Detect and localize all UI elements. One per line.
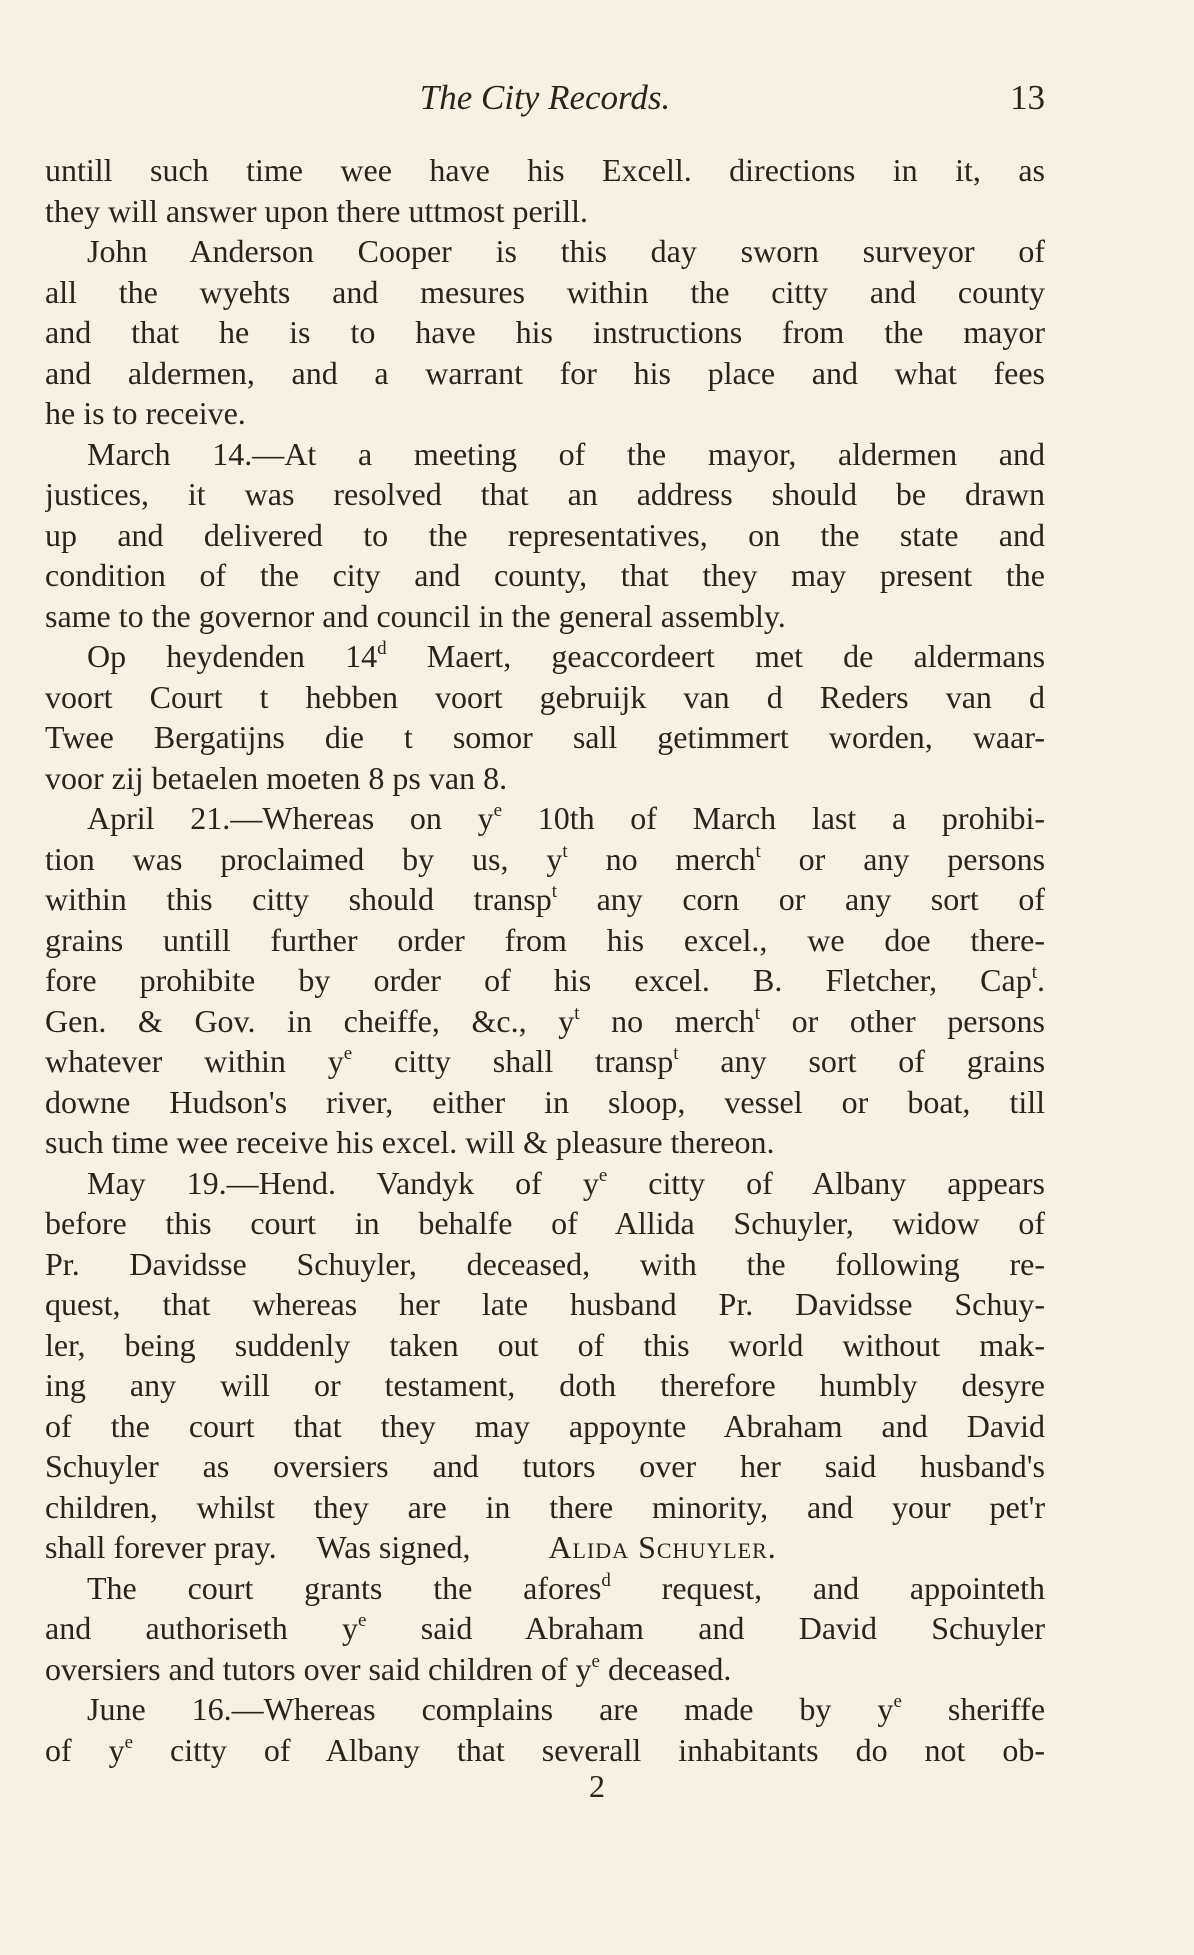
text-line: such time wee receive his excel. will & pleasure thereon. (45, 1124, 775, 1160)
text-line: of the court that they may appoynte Abraham and David (45, 1407, 1045, 1444)
text-line: and that he is to have his instructions from the mayor (45, 314, 1045, 350)
text-line: Schuyler as oversiers and tutors over her said husband's (45, 1448, 1045, 1484)
text-line: children, whilst they are in there minority, and your pet'r (45, 1488, 1045, 1525)
text-line: he is to receive. (45, 395, 246, 431)
text-line: whatever within $y^e$ citty shall transp$^t$ any sort of grains (45, 1043, 1045, 1079)
paragraph-start: March 14.—At a meeting of the mayor, aldermen and (87, 435, 1045, 472)
paragraph-start: Op heydenden 14$^d$ Maert, geaccordeert met de aldermans (87, 638, 1045, 674)
page-number: 13 (1010, 78, 1045, 117)
text-line: up and delivered to the representatives, on the state and (45, 516, 1045, 553)
text-line: Gen. & Gov. in cheiffe, &c., $y^t$ no merch$^t$ or other persons (45, 1002, 1045, 1039)
signature-mark: 2 (589, 1768, 605, 1804)
text-line: quest, that whereas her late husband Pr. Davidsse Schuy- (45, 1286, 1045, 1322)
text-line: same to the governor and council in the general assembly. (45, 597, 786, 634)
text-line: of $y^e$ citty of Albany that severall inhabitants do not ob- (45, 1731, 1045, 1768)
text-line: and authoriseth $y^e$ said Abraham and David Schuyler (45, 1610, 1045, 1646)
body-text (45, 150, 1045, 1770)
paragraph-start: June 16.—Whereas complains are made by $y^e$ sheriffe (87, 1691, 1045, 1727)
text-line: untill such time wee have his Excell. directions in it, as (45, 152, 1045, 188)
text-line: grains untill further order from his excel., we doe there- (45, 921, 1045, 958)
text-line: ing any will or testament, doth therefore humbly desyre (45, 1367, 1045, 1403)
text-line: justices, it was resolved that an address should be drawn (45, 476, 1045, 512)
text-line: tion was proclaimed by us, $y^t$ no merch$^t$ or any persons (45, 840, 1045, 877)
paragraph-start: The court grants the afores$^d$ request, and appointeth (87, 1569, 1045, 1606)
text-line: before this court in behalfe of Allida Schuyler, widow of (45, 1205, 1045, 1241)
text-line: Twee Bergatijns die t somor sall getimmert worden, waar- (45, 719, 1045, 755)
paragraph-start: John Anderson Cooper is this day sworn surveyor of (87, 233, 1045, 269)
text-line: downe Hudson's river, either in sloop, vessel or boat, till (45, 1083, 1045, 1120)
paragraph-start: May 19.—Hend. Vandyk of $y^e$ citty of Albany appears (87, 1164, 1045, 1201)
paragraph-start: April 21.—Whereas on $y^e$ 10th of March last a prohibi- (87, 800, 1045, 836)
text-line: and aldermen, and a warrant for his place and what fees (45, 354, 1045, 391)
text-line: fore prohibite by order of his excel. B. Fletcher, Cap$^t$. (45, 962, 1045, 998)
signature-line: shall forever pray. Was signed, Alida Schuyler. (45, 1529, 777, 1565)
signature-name: Alida Schuyler. (548, 1529, 777, 1565)
text-line: voor zij betaelen moeten 8 ps van 8. (45, 759, 508, 796)
text-line: all the wyehts and mesures within the citty and county (45, 273, 1045, 310)
text-line: ler, being suddenly taken out of this world without mak- (45, 1326, 1045, 1363)
text-line: Pr. Davidsse Schuyler, deceased, with the following re- (45, 1245, 1045, 1282)
text-line: they will answer upon there uttmost perill. (45, 192, 588, 229)
text-line: within this citty should transp$^t$ any corn or any sort of (45, 881, 1045, 917)
text-line: oversiers and tutors over said children of $y^e$ deceased. (45, 1650, 732, 1687)
text-line: voort Court t hebben voort gebruijk van d Reders van d (45, 678, 1045, 715)
text-line: condition of the city and county, that they may present the (45, 557, 1045, 593)
running-head (45, 78, 1045, 124)
running-title: The City Records. (419, 78, 671, 117)
